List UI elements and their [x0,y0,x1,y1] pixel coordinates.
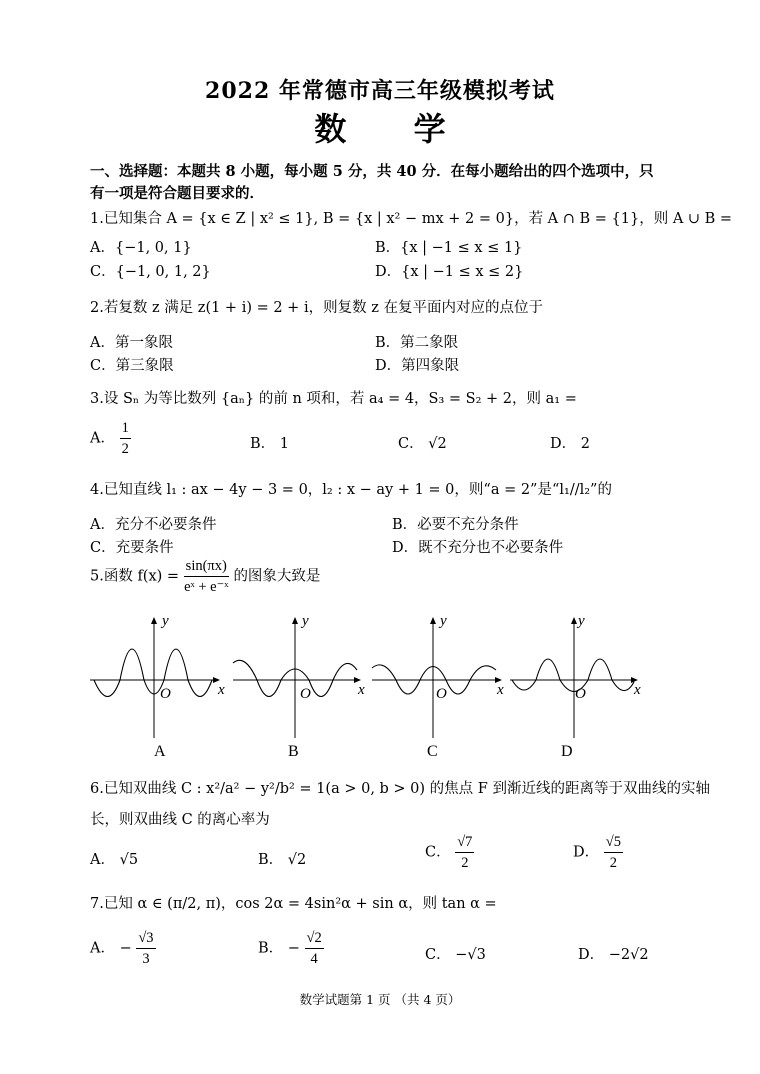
page-footer: 数学试题第 1 页 （共 4 页） [299,992,461,1007]
option-c-label: C． [425,844,451,861]
graph-d-caption: D [561,743,573,760]
graph-c-x-label: x [497,682,504,698]
question-3-option-c: C． √2 [398,436,447,452]
question-2-option-c: C．第三象限 [90,358,174,374]
numerator: √2 [305,928,324,949]
question-1-option-b: B．{x | −1 ≤ x ≤ 1} [375,240,523,256]
fraction [120,418,131,459]
question-7-stem: 7.已知 α ∈ (π/2, π)，cos 2α = 4sin²α + sin α，则 tan α = [90,896,497,912]
graph-c-caption: C [427,743,438,760]
option-a-label: A． [90,430,115,447]
option-d-label: D． [573,844,600,861]
y-axis-arrow [430,617,436,624]
function-fraction [184,556,229,597]
graph-d-x-label: x [634,682,641,698]
denominator: 4 [310,951,318,967]
graph-b-origin: O [300,686,311,702]
question-4-option-c: C．充要条件 [90,540,174,556]
question-1-stem: 1.已知集合 A = {x ∈ Z | x² ≤ 1}, B = {x | x² − mx + 2 = 0}，若 A ∩ B = {1}，则 A ∪ B = [90,211,733,227]
graph-d [510,617,638,738]
question-3-option-b: B． 1 [250,436,289,452]
question-6-option-d [573,832,623,873]
graph-c [372,617,502,738]
graph-b-y-label: y [302,613,309,629]
exam-title: 2022 年常德市高三年级模拟考试 [205,78,555,104]
curve-d [512,659,634,692]
option-a-label: A． − [90,940,132,957]
numerator: √5 [604,832,623,853]
question-6-option-c [425,832,474,873]
numerator: √7 [455,832,474,853]
question-2-option-b: B．第二象限 [375,335,459,351]
numerator: 1 [120,418,131,439]
y-axis-arrow [292,617,298,624]
question-5-stem [90,556,320,597]
question-4-stem: 4.已知直线 l₁ : ax − 4y − 3 = 0，l₂ : x − ay + 1 = 0，则“a = 2”是“l₁//l₂”的 [90,482,612,498]
graph-a-x-label: x [218,682,225,698]
graph-c-origin: O [436,686,447,702]
fraction [305,928,324,969]
graph-b-x-label: x [358,682,365,698]
graph-a-y-label: y [162,613,169,629]
question-3-option-a [90,418,131,459]
curve-a [94,649,212,697]
question-4-option-a: A．充分不必要条件 [90,517,217,533]
denominator: eˣ + e⁻ˣ [184,579,229,595]
question-6-stem: 6.已知双曲线 C : x²/a² − y²/b² = 1(a > 0, b > 0) 的焦点 F 到渐近线的距离等于双曲线的实轴 [90,781,710,797]
fraction [455,832,474,873]
subject-title: 数 学 [314,110,474,148]
graph-c-y-label: y [440,613,447,629]
graph-d-origin: O [575,686,586,702]
graph-a-origin: O [160,686,171,702]
question-2-option-d: D．第四象限 [375,358,460,374]
question-6-option-a: A． √5 [90,852,139,868]
question-4-option-b: B．必要不充分条件 [392,517,519,533]
denominator: 2 [609,855,617,871]
section-heading-cont: 有一项是符合题目要求的． [90,185,264,202]
question-7-option-c: C． −√3 [425,947,486,963]
question-2-stem: 2.若复数 z 满足 z(1 + i) = 2 + i，则复数 z 在复平面内对应的点位于 [90,300,543,316]
question-1-option-a: A．{−1, 0, 1} [90,240,192,256]
question-1-option-d: D．{x | −1 ≤ x ≤ 2} [375,264,524,280]
question-4-option-d: D．既不充分也不必要条件 [392,540,564,556]
stem-prefix: 5.函数 f(x) = [90,568,180,585]
question-1-option-c: C．{−1, 0, 1, 2} [90,264,211,280]
fraction [136,928,155,969]
graph-b-caption: B [288,743,299,760]
numerator: √3 [136,928,155,949]
graph-d-y-label: y [578,613,585,629]
section-heading: 一、选择题：本题共 8 小题，每小题 5 分，共 40 分．在每小题给出的四个选项中，只 [90,163,654,180]
question-7-option-b [258,928,324,969]
question-7-option-d: D． −2√2 [578,947,649,963]
stem-suffix: 的图象大致是 [233,568,321,585]
graph-a [90,617,220,738]
denominator: 2 [461,855,469,871]
y-axis-arrow [571,617,577,624]
graph-b [233,617,361,738]
curve-c [372,665,496,694]
question-3-option-d: D． 2 [550,436,590,452]
numerator: sin(πx) [184,556,229,577]
denominator: 3 [142,951,150,967]
question-6-option-b: B． √2 [258,852,307,868]
graph-a-caption: A [154,743,166,760]
question-2-option-a: A．第一象限 [90,335,173,351]
fraction [604,832,623,873]
denominator: 2 [121,441,129,457]
question-7-option-a [90,928,156,969]
option-b-label: B． − [258,940,300,957]
question-3-stem: 3.设 Sₙ 为等比数列 {aₙ} 的前 n 项和，若 a₄ = 4，S₃ = S₂ + 2，则 a₁ = [90,391,577,407]
question-6-stem-cont: 长，则双曲线 C 的离心率为 [90,812,270,828]
y-axis-arrow [151,617,157,624]
